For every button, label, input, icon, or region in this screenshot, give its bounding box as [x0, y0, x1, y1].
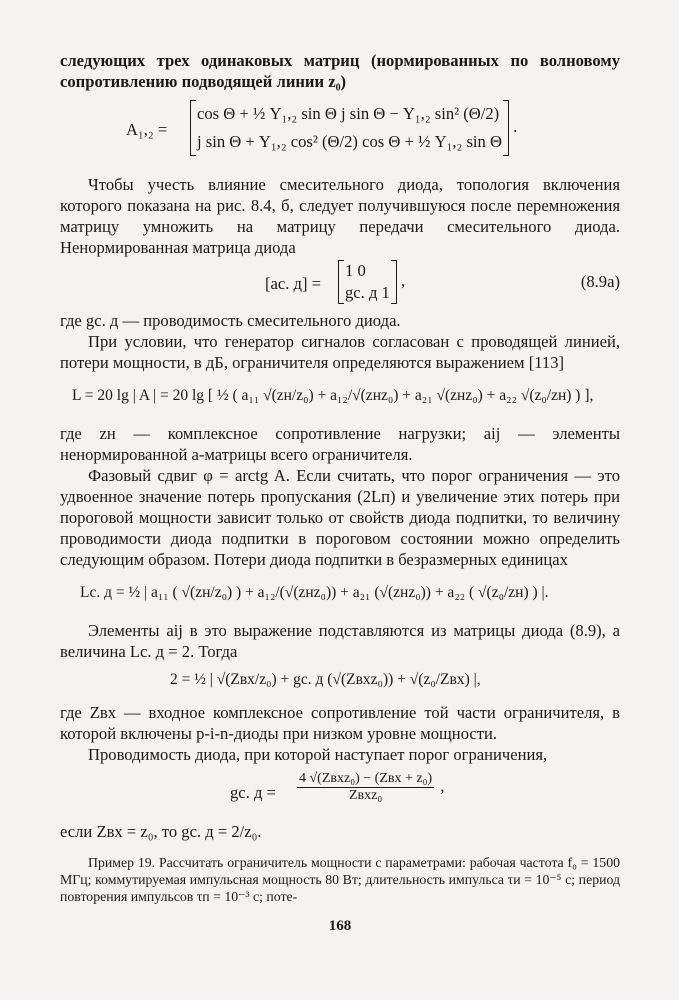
equation-g — [60, 765, 620, 821]
paragraph-load-impedance: где zн — комплексное сопротивление нагрузки; aij — элементы ненормированной a-матрицы всего ограничителя. — [60, 424, 620, 464]
paragraph-input-impedance: где Zвх — входное комплексное сопротивление той части ограничителя, в которой включены p-i-n-диоды при низком уровне мощности. — [60, 703, 620, 743]
equation-8-9a-lhs: [aс. д] = — [265, 274, 322, 293]
page-number: 168 — [328, 918, 352, 934]
equation-loss — [60, 373, 620, 423]
paragraph-matrix-intro: следующих трех одинаковых матриц (нормированных по волновому сопротивлению подводящей линии z₀) — [60, 51, 620, 91]
equation-a12-lhs: A₁,₂ = — [126, 120, 168, 139]
equation-diode-loss-text: Lс. д = ½ | a₁₁ ( √(zн/z₀) ) + a₁₂/(√(zнz₀)) + a₂₁ (√(zнz₀)) + a₂₂ ( √(z₀/zн) ) |. — [80, 584, 549, 601]
matrix-a12 — [190, 100, 509, 156]
matrix-8-9a-row-1: 1 0 — [345, 261, 366, 280]
paragraph-elements: Элементы aij в это выражение подставляются из матрицы диода (8.9), а величина Lс. д = 2. Тогда — [60, 621, 620, 661]
matrix-8-9a-row-2: gс. д 1 — [345, 283, 390, 302]
equation-two-text: 2 = ½ | √(Zвх/z₀) + gс. д (√(Zвхz₀)) + √(z₀/Zвх) |, — [170, 671, 481, 688]
paragraph-if-equal: если Zвх = z₀, то gс. д = 2/z₀. — [60, 822, 262, 841]
paragraph-example-19: Пример 19. Рассчитать ограничитель мощности с параметрами: рабочая частота f₀ = 1500 МГц; коммутируемая импульсная мощность 80 Вт; длительность импульса τи = 10⁻⁵ с; период повторения импульсов τп = 10⁻³ с; поте- — [60, 855, 620, 904]
equation-g-denominator: Zвхz₀ — [348, 788, 383, 803]
matrix-a12-row-1: cos Θ + ½ Y₁,₂ sin Θ j sin Θ − Y₁,₂ sin² (Θ/2) — [197, 104, 500, 123]
equation-g-fraction — [297, 771, 434, 804]
equation-8-9a — [60, 258, 620, 310]
matrix-8-9a — [338, 260, 397, 304]
equation-g-comma: , — [440, 776, 445, 796]
page-body — [60, 50, 620, 905]
equation-diode-loss — [60, 570, 620, 620]
equation-a12-period: . — [513, 116, 518, 136]
equation-g-lhs: gс. д = — [230, 783, 276, 802]
equation-g-numerator: 4 √(Zвхz₀) − (Zвх + z₀) — [299, 771, 433, 786]
equation-number-8-9a: (8.9а) — [580, 272, 620, 291]
equation-a12 — [60, 92, 620, 174]
equation-loss-text: L = 20 lg | A | = 20 lg [ ½ ( a₁₁ √(zн/z₀) + a₁₂/√(zнz₀) + a₂₁ √(zнz₀) + a₂₂ √(z₀/zн) ) ], — [72, 387, 594, 404]
paragraph-phase-shift: Фазовый сдвиг φ = arctg A. Если считать, что порог ограничения — это удвоенное значение потерь пропускания (2Lп) и увеличение этих потерь при пороговой мощности зависит только от свойств диода подпитки, то величину проводимости диода подпитки в пороговом состоянии можно определить следующим образом. Потери диода подпитки в безразмерных единицах — [60, 466, 620, 569]
paragraph-mixer-diode: Чтобы учесть влияние смесительного диода, топология включения которого показана на рис. 8.4, б, следует получившуюся после перемножения матрицу умножить на матрицу передачи смесительного диода. Ненормированная матрица диода — [60, 175, 620, 257]
paragraph-conductance-def: где gс. д — проводимость смесительного диода. — [60, 311, 401, 330]
paragraph-loss-condition: При условии, что генератор сигналов согласован с проводящей линией, потери мощности, в дБ, ограничителя определяются выражением [113] — [60, 332, 620, 372]
equation-8-9a-comma: , — [401, 270, 406, 290]
matrix-a12-row-2: j sin Θ + Y₁,₂ cos² (Θ/2) cos Θ + ½ Y₁,₂ sin Θ — [197, 132, 502, 151]
equation-two — [60, 662, 620, 702]
paragraph-threshold: Проводимость диода, при которой наступает порог ограничения, — [88, 745, 548, 764]
